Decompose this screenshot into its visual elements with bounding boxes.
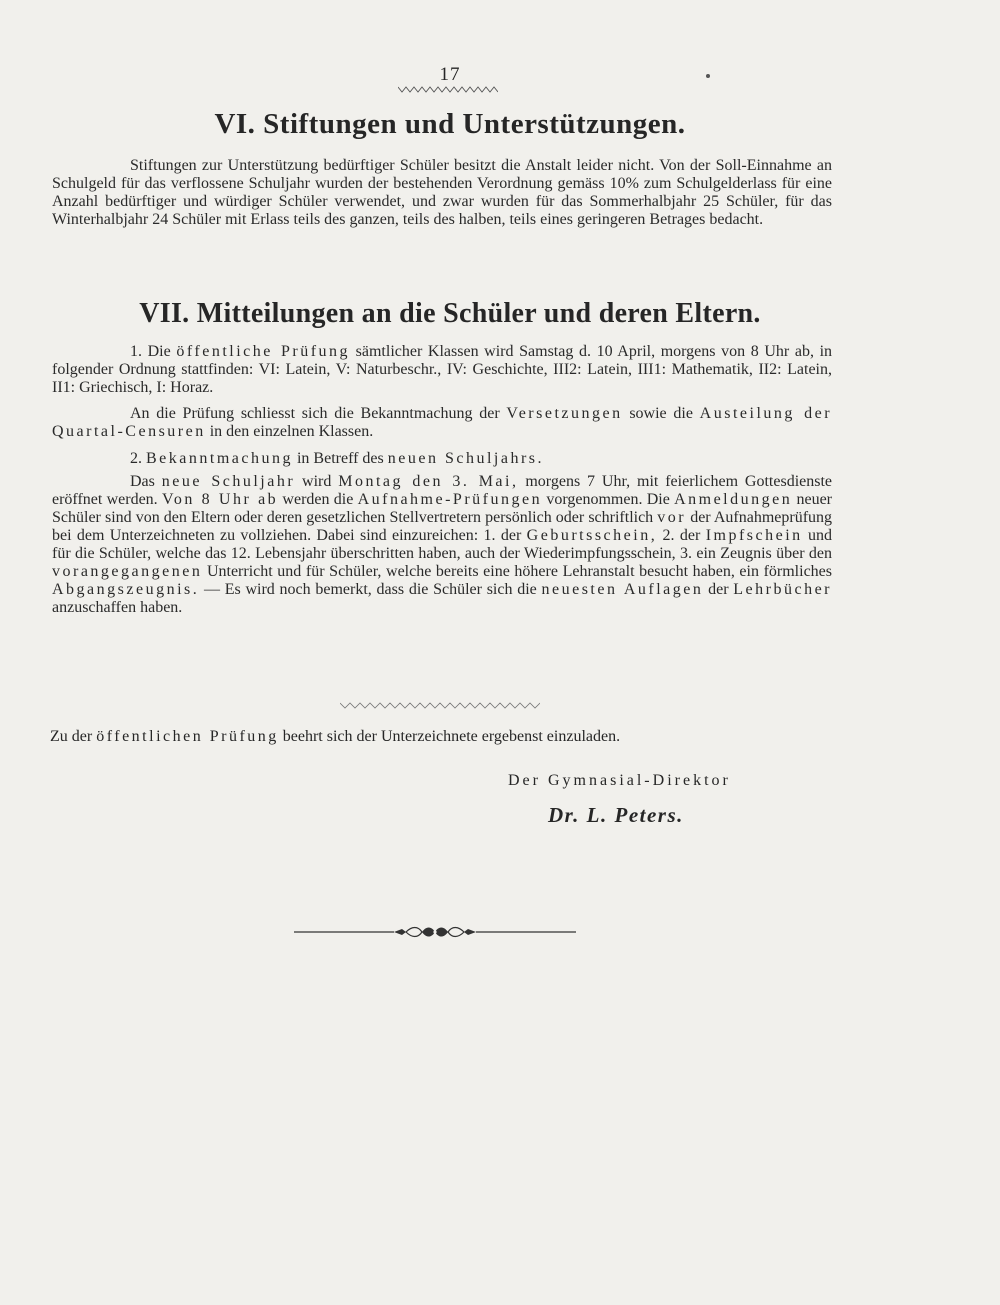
neue-text-11: — Es wird noch bemerkt, dass die Schüler sich die	[204, 581, 537, 598]
neue-emph-3: Von 8 Uhr ab	[161, 491, 279, 508]
pruefung-text-b: sowie die	[629, 405, 693, 422]
neue-emph-12: Lehrbücher	[733, 581, 832, 598]
neue-emph-7: Geburtsschein,	[526, 527, 658, 544]
neue-emph-11: neuesten Auflagen	[541, 581, 704, 598]
invite-emphasis: öffentlichen Prüfung	[96, 728, 279, 745]
item-2-emph-b: neuen Schuljahrs.	[387, 450, 545, 467]
invite-text-a: Zu der	[50, 728, 93, 745]
pruefung-text-c: in den einzelnen Klassen.	[209, 423, 374, 440]
neue-text-2: wird	[302, 473, 332, 490]
neue-text-7: der Aufnahmeprüfung bei dem Unterzeichneten zu vollziehen. Dabei sind einzureichen: 1. der	[52, 509, 833, 544]
neue-text-1: Das	[130, 473, 155, 490]
end-ornament	[294, 924, 576, 940]
item-1-paragraph	[52, 343, 832, 397]
pruefung-text-a: An die Prüfung schliesst sich die Bekanntmachung der	[130, 405, 500, 422]
pruefung-emph-b: Austeilung der Quartal-Censuren	[52, 405, 833, 440]
invitation-line	[50, 728, 832, 746]
item-2-text: in Betreff des	[296, 450, 384, 467]
item-2-intro: 2.	[130, 450, 142, 467]
page-number-ornament	[398, 86, 498, 94]
stray-ink-dot	[706, 74, 710, 78]
neue-text-8: 2. der	[662, 527, 701, 544]
neue-emph-2: Montag den 3. Mai,	[338, 473, 519, 490]
neue-text-13: anzuschaffen haben.	[52, 599, 183, 616]
neue-text-3: morgens 7 Uhr, mit feierlichem Gottesdienste eröffnet werden.	[52, 473, 833, 508]
section-vi-heading: VI. Stiftungen und Unterstützungen.	[214, 108, 686, 140]
neue-text-9: und für die Schüler, welche das 12. Lebensjahr überschritten haben, auch der Wiederimpfungsschein, 3. ein Zeugnis über den	[52, 527, 833, 562]
section-vii-heading: VII. Mitteilungen an die Schüler und deren Eltern.	[139, 298, 761, 329]
neue-emph-9: vorangegangenen	[52, 563, 203, 580]
item-1-intro: 1. Die	[130, 343, 171, 360]
neue-text-10: Unterricht und für Schüler, welche bereits eine höhere Lehranstalt besucht haben, ein förmliches	[206, 563, 832, 580]
neue-emph-6: vor	[657, 509, 687, 526]
neue-text-4: werden die	[282, 491, 354, 508]
neue-text-12: der	[708, 581, 729, 598]
signer-role: Der Gymnasial-Direktor	[508, 772, 731, 789]
section-vi-paragraph: Stiftungen zur Unterstützung bedürftiger Schüler besitzt die Anstalt leider nicht. Von der Soll-Einnahme an Schulgeld für das verflossene Schuljahr wurden der bestehenden Verordnung gemäss 10% zum Schulgelderlass für eine Anzahl bedürftiger und würdiger Schüler verwendet, und zwar wurden für das Sommerhalbjahr 25 Schüler, für das Winterhalbjahr 24 Schüler mit Erlass teils des ganzen, teils des halben, teils eines geringeren Betrages bedacht.	[52, 157, 832, 228]
neue-text-6: neuer Schüler sind von den Eltern oder deren gesetzlichen Stellvertretern persönlich oder schriftlich	[52, 491, 832, 526]
section-divider-ornament	[340, 701, 540, 711]
pruefung-paragraph	[52, 405, 832, 441]
pruefung-emph-a: Versetzungen	[506, 405, 623, 422]
invite-text-b: beehrt sich der Unterzeichnete ergebenst einzuladen.	[282, 728, 621, 745]
item-1-text: sämtlicher Klassen wird Samstag d. 10 April, morgens von 8 Uhr ab, in folgender Ordnung stattfinden: VI: Latein, V: Naturbeschr., IV: Geschichte, III2: Latein, III1: Mathematik, II2: Latein, II1: Griechisch, I: Horaz.	[52, 343, 833, 396]
neue-emph-5: Anmeldungen	[674, 491, 793, 508]
neue-text-5: vorgenommen. Die	[546, 491, 670, 508]
neue-emph-10: Abgangszeugnis.	[52, 581, 200, 598]
signer-name: Dr. L. Peters.	[548, 803, 684, 827]
item-2-emph-a: Bekanntmachung	[146, 450, 293, 467]
page-number: 17	[439, 64, 461, 85]
neue-emph-1: neue Schuljahr	[161, 473, 296, 490]
item-1-emphasis: öffentliche Prüfung	[176, 343, 351, 360]
item-2-paragraph	[52, 450, 832, 468]
neue-schuljahr-paragraph	[52, 473, 832, 617]
neue-emph-8: Impfschein	[705, 527, 803, 544]
neue-emph-4: Aufnahme-Prüfungen	[357, 491, 543, 508]
